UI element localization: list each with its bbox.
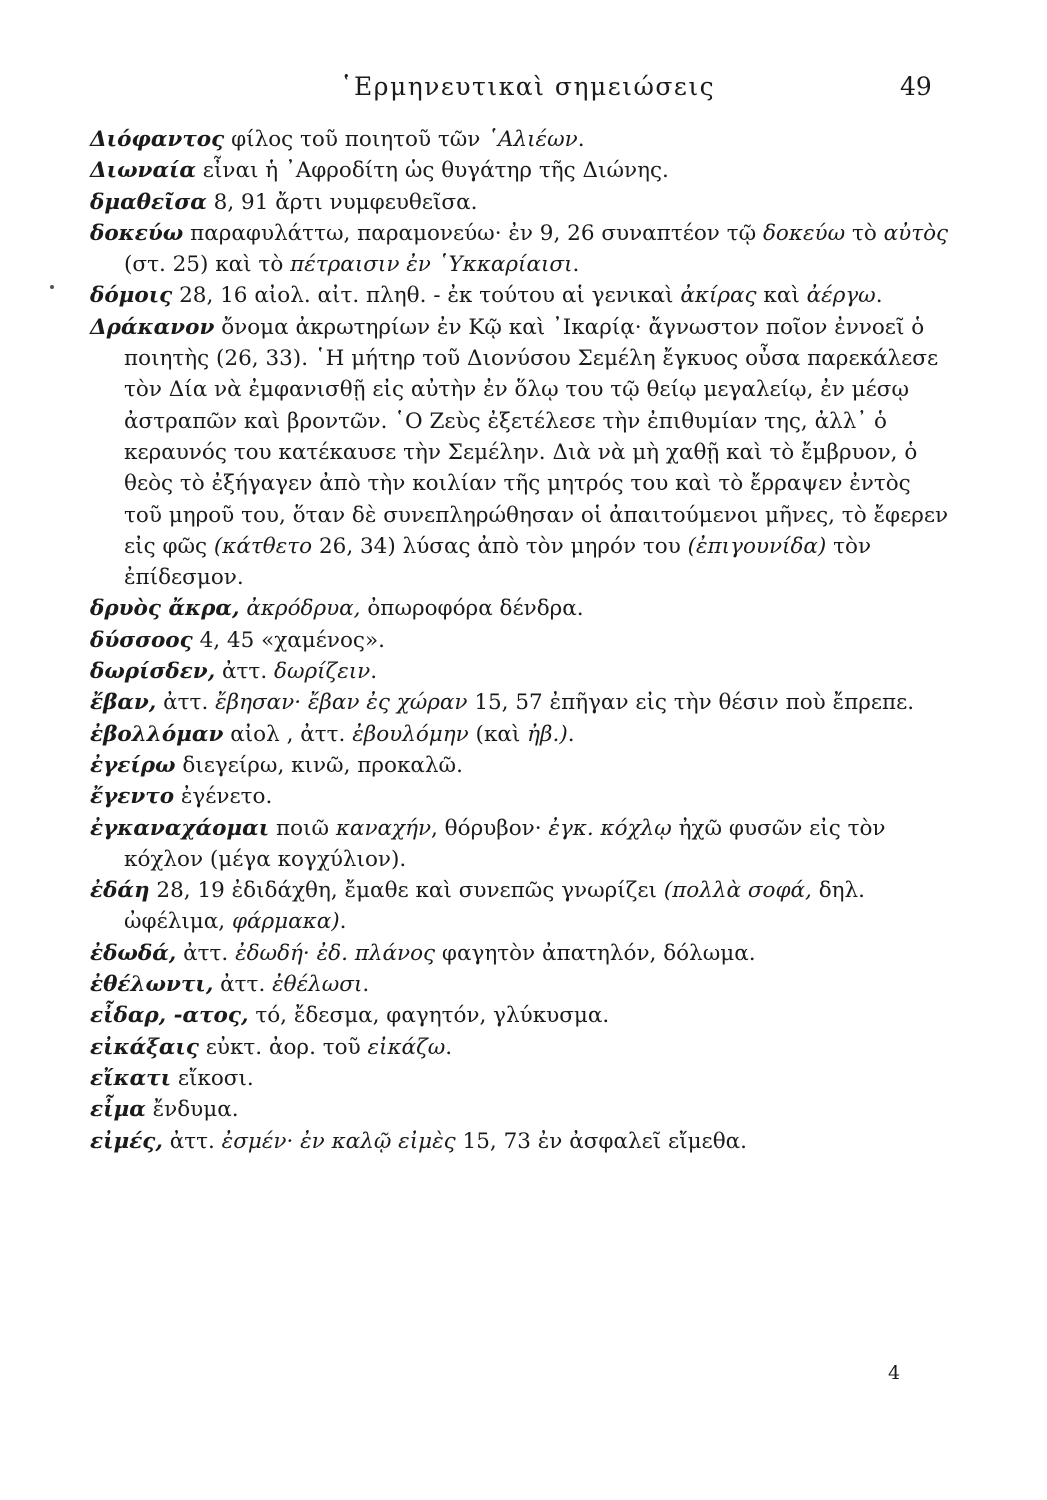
entry-headword: δρυὸς ἄκρα, — [90, 596, 240, 622]
glossary-entry: δρυὸς ἄκρα, ἀκρόδρυα, ὀπωροφόρα δένδρα. — [90, 596, 584, 622]
entry-headword: δωρίσδεν, — [90, 659, 216, 685]
entry-headword: Δράκανον — [90, 314, 215, 340]
glossary-entry: εἰκάξαις εὐκτ. ἀορ. τοῦ εἰκάζω. — [90, 1034, 453, 1060]
entry-headword: δόμοις — [90, 283, 173, 309]
running-head — [0, 72, 1047, 108]
entry-headword: εἶδαρ, -ατος, — [90, 1003, 249, 1029]
glossary-entry: Διωναία εἶναι ἡ ᾿Αφροδίτη ὡς θυγάτηρ τῆς Διώνης. — [90, 158, 669, 184]
entry-headword: ἔγεντο — [90, 784, 175, 810]
glossary-entry: δύσσοος 4, 45 «χαμένος». — [90, 627, 385, 653]
entry-headword: δμαθεῖσα — [90, 189, 207, 215]
entry-headword: ἐδωδά, — [90, 940, 177, 966]
glossary-entry: εἴκατι εἴκοσι. — [90, 1065, 254, 1091]
entry-headword: Διωναία — [90, 158, 196, 184]
entry-headword: ἔβαν, — [90, 690, 157, 716]
glossary-entry: ἐθέλωντι, ἀττ. ἐθέλωσι. — [90, 972, 370, 998]
glossary-entry: δοκεύω παραφυλάττω, παραμονεύω· ἐν 9, 26 συναπτέον τῷ δοκεύω τὸ αὐτὸς (στ. 25) καὶ τὸ πέτραισιν ἐν ῾Υκκαρίαισι. — [90, 220, 949, 278]
glossary-entry: ἐγκαναχάομαι ποιῶ καναχήν, θόρυβον· ἐγκ. κόχλῳ ἠχῶ φυσῶν εἰς τὸν κόχλον (μέγα κογχύλιον). — [90, 815, 886, 872]
glossary-entry: εἰμές, ἀττ. ἐσμέν· ἐν καλῷ εἰμὲς 15, 73 ἐν ἀσφαλεῖ εἴμεθα. — [90, 1128, 747, 1154]
margin-mark — [50, 285, 54, 289]
glossary-entry: εἶμα ἔνδυμα. — [90, 1097, 239, 1123]
entry-headword: δύσσοος — [90, 627, 193, 653]
glossary-entry: εἶδαρ, -ατος, τό, ἔδεσμα, φαγητόν, γλύκυσμα. — [90, 1003, 610, 1029]
entry-headword: ἐγκαναχάομαι — [90, 815, 270, 841]
glossary-entry: δωρίσδεν, ἀττ. δωρίζειν. — [90, 659, 378, 685]
entry-headword: εἰκάξαις — [90, 1034, 199, 1060]
entry-headword: ἐθέλωντι, — [90, 972, 214, 998]
running-title: ῾Ερμηνευτικαὶ σημειώσεις — [340, 72, 716, 101]
glossary-entry: Διόφαντος φίλος τοῦ ποιητοῦ τῶν ῾Αλιέων. — [90, 127, 585, 152]
glossary-entry: δόμοις 28, 16 αἰολ. αἰτ. πληθ. - ἐκ τούτου αἱ γενικαὶ ἀκίρας καὶ ἀέργω. — [90, 283, 883, 309]
entry-headword: εἰμές, — [90, 1128, 163, 1154]
glossary-entry: ἐβολλόμαν αἰολ , ἀττ. ἐβουλόμην (καὶ ἠβ.). — [90, 721, 575, 747]
glossary-entry: ἔγεντο ἐγένετο. — [90, 784, 273, 810]
glossary-entry: δμαθεῖσα 8, 91 ἄρτι νυμφευθεῖσα. — [90, 189, 478, 215]
signature-mark: 4 — [888, 1362, 901, 1384]
entry-headword: ἐδάη — [90, 878, 150, 904]
glossary-entry: ἐγείρω διεγείρω, κινῶ, προκαλῶ. — [90, 752, 463, 778]
entry-headword: ἐγείρω — [90, 752, 176, 778]
entry-headword: εἶμα — [90, 1097, 146, 1123]
glossary-entry: ἔβαν, ἀττ. ἔβησαν· ἔβαν ἐς χώραν 15, 57 ἐπῆγαν εἰς τὴν θέσιν ποὺ ἔπρεπε. — [90, 690, 915, 716]
glossary-entry: Δράκανον ὄνομα ἀκρωτηρίων ἐν Κῷ καὶ ᾿Ικαρίᾳ· ἄγνωστον ποῖον ἐννοεῖ ὁ ποιητὴς (26, 33). ῾Η μήτηρ τοῦ Διονύσου Σεμέλη ἔγκυος οὖσα παρεκάλεσε τὸν Δία νὰ ἐμφανισθῇ εἰς αὐτὴν ἐν ὅλῳ του τῷ θείῳ μεγαλείῳ, ἐν μέσῳ ἀστραπῶν καὶ βροντῶν. ῾Ο Ζεὺς ἐξετέλεσε τὴν ἐπιθυμίαν της, ἀλλ᾿ ὁ κεραυνός του κατέκαυσε τὴν Σεμέλην. Διὰ νὰ μὴ χαθῇ καὶ τὸ ἔμβρυον, ὁ θεὸς τὸ ἐξήγαγεν ἀπὸ τὴν κοιλίαν τῆς μητρός του καὶ τὸ ἔρραψεν ἐντὸς τοῦ μηροῦ του, ὅταν δὲ συνεπληρώθησαν οἱ ἀπαιτούμενοι μῆνες, τὸ ἔφερεν εἰς φῶς (κάτθετο 26, 34) λύσας ἀπὸ τὸν μηρόν του (ἐπιγουνίδα) τὸν ἐπίδεσμον. — [90, 314, 949, 591]
entry-headword: ἐβολλόμαν — [90, 721, 224, 747]
glossary-entry: ἐδωδά, ἀττ. ἐδωδή· ἐδ. πλάνος φαγητὸν ἀπατηλόν, δόλωμα. — [90, 940, 756, 966]
page-number: 49 — [900, 72, 932, 101]
glossary-entry: ἐδάη 28, 19 ἐδιδάχθη, ἔμαθε καὶ συνεπῶς γνωρίζει (πολλὰ σοφά, δηλ. ὠφέλιμα, φάρμακα). — [90, 878, 866, 935]
entry-headword: εἴκατι — [90, 1065, 172, 1091]
entry-headword: δοκεύω — [90, 220, 184, 246]
glossary-entries — [90, 124, 950, 1157]
entry-headword: Διόφαντος — [90, 127, 225, 152]
